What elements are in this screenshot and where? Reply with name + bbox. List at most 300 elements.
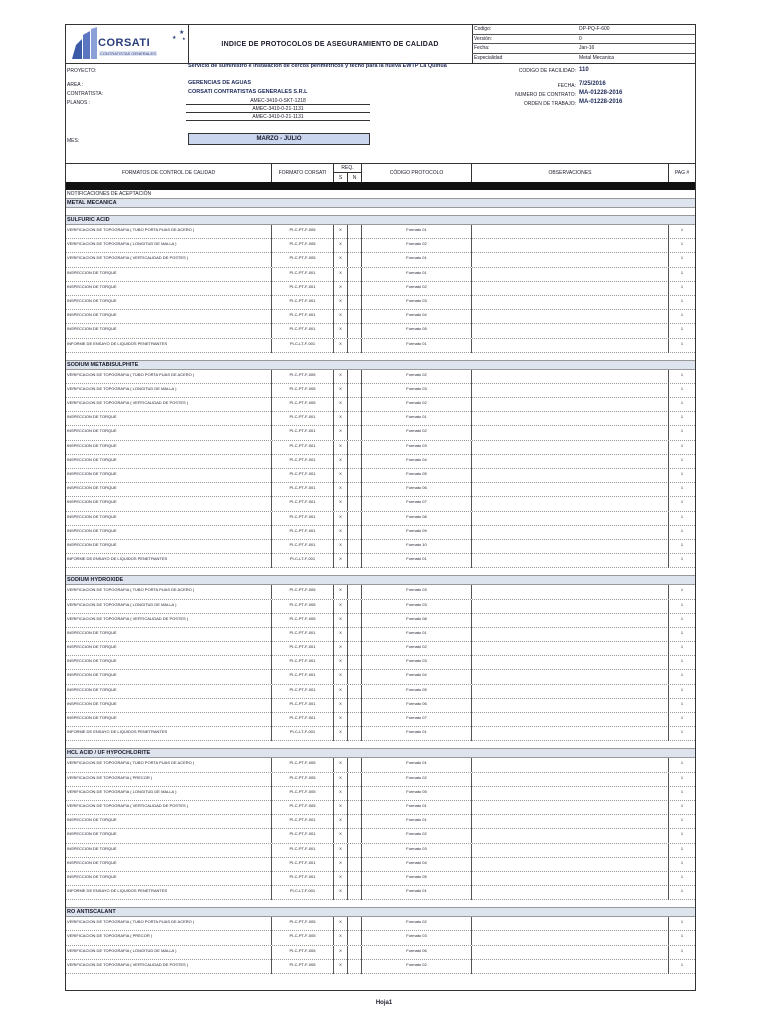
req-n-cell — [348, 815, 362, 829]
req-s-cell: X — [334, 239, 348, 253]
table-row — [66, 628, 695, 642]
req-n-cell — [348, 384, 362, 398]
formato-corsati-cell: PI-C-PT-F-005 — [272, 585, 334, 599]
formato-corsati-cell: PI-C-PT-F-001 — [272, 656, 334, 670]
table-row — [66, 296, 695, 310]
formato-cell: INSPECCION DE TORQUE — [66, 455, 272, 469]
formato-cell: VERIFICACION DE TOPOGRAFIA ( TUBO PORTA PUAS DE ACERO ) — [66, 585, 272, 599]
observaciones-cell — [472, 773, 669, 787]
pag-cell: 1 — [680, 859, 684, 865]
req-n-cell — [348, 282, 362, 296]
formato-corsati-cell: PI-C-PT-F-005 — [272, 773, 334, 787]
table-row — [66, 713, 695, 727]
formato-cell: VERIFICACION DE TOPOGRAFIA ( TUBO PORTA PUAS DE ACERO ) — [66, 225, 272, 239]
observaciones-cell — [472, 628, 669, 642]
req-n-cell — [348, 426, 362, 440]
codigo-cell: Formato 09 — [362, 526, 472, 540]
meta-key: Especialidad — [474, 55, 503, 62]
req-n-cell — [348, 758, 362, 772]
observaciones-cell — [472, 526, 669, 540]
codigo-cell: Formato 04 — [362, 858, 472, 872]
observaciones-cell — [472, 946, 669, 960]
formato-cell: INSPECCION DE TORQUE — [66, 282, 272, 296]
formato-cell: INSPECCION DE TORQUE — [66, 670, 272, 684]
req-n-cell — [348, 469, 362, 483]
col-observaciones: OBSERVACIONES — [472, 164, 669, 182]
observaciones-cell — [472, 585, 669, 599]
table-row — [66, 526, 695, 540]
formato-corsati-cell: PI-C-PT-F-001 — [272, 455, 334, 469]
codigo-cell: Formato 02 — [362, 642, 472, 656]
formato-corsati-cell: PI-C-PT-F-001 — [272, 310, 334, 324]
table-row — [66, 455, 695, 469]
req-n-cell — [348, 239, 362, 253]
codigo-cell: Formato 02 — [362, 773, 472, 787]
observaciones-cell — [472, 931, 669, 945]
pag-cell: 1 — [680, 873, 684, 879]
codigo-cell: Formato 05 — [362, 787, 472, 801]
pag-cell: 1 — [680, 541, 684, 547]
req-n-cell — [348, 917, 362, 931]
document-meta — [472, 25, 695, 63]
col-req: REQ. — [334, 164, 362, 173]
sheet-tab-label: Hoja1 — [375, 1000, 393, 1006]
req-n-cell — [348, 858, 362, 872]
mes-label: MES: — [67, 138, 80, 144]
document-sheet — [65, 24, 696, 991]
pag-cell: 1 — [680, 817, 684, 823]
table-row — [66, 773, 695, 787]
req-s-cell: X — [334, 642, 348, 656]
table-row — [66, 787, 695, 801]
codigo-cell: Formato 07 — [362, 713, 472, 727]
req-s-cell: X — [334, 600, 348, 614]
pag-cell: 1 — [680, 255, 684, 261]
meta-row — [472, 54, 695, 64]
table-row — [66, 844, 695, 858]
pag-cell: 1 — [680, 629, 684, 635]
observaciones-cell — [472, 455, 669, 469]
formato-corsati-cell: PI-C-PT-F-001 — [272, 713, 334, 727]
pag-cell: 1 — [680, 715, 684, 720]
observaciones-cell — [472, 844, 669, 858]
observaciones-cell — [472, 758, 669, 772]
formato-cell: INSPECCION DE TORQUE — [66, 426, 272, 440]
table-row — [66, 225, 695, 239]
observaciones-cell — [472, 441, 669, 455]
observaciones-cell — [472, 727, 669, 741]
req-s-cell: X — [334, 253, 348, 267]
req-s-cell: X — [334, 960, 348, 974]
pag-cell: 1 — [680, 241, 684, 247]
req-s-cell: X — [334, 483, 348, 497]
req-n-cell — [348, 787, 362, 801]
table-row — [66, 253, 695, 267]
formato-corsati-cell: PI-C-PT-F-005 — [272, 253, 334, 267]
req-n-cell — [348, 801, 362, 815]
meta-row — [472, 25, 695, 35]
req-n-cell — [348, 540, 362, 554]
formato-cell: VERIFICACION DE TOPOGRAFIA ( VERTICALIDAD DE POSTES ) — [66, 398, 272, 412]
formato-corsati-cell: PI-C-PT-F-001 — [272, 426, 334, 440]
formato-corsati-cell: PI-C-PT-F-005 — [272, 917, 334, 931]
observaciones-cell — [472, 858, 669, 872]
req-n-cell — [348, 370, 362, 384]
req-s-cell: X — [334, 268, 348, 282]
observaciones-cell — [472, 225, 669, 239]
codigo-cell: Formato 02 — [362, 282, 472, 296]
table-row — [66, 370, 695, 384]
req-s-cell: X — [334, 282, 348, 296]
req-n-cell — [348, 512, 362, 526]
col-n: N — [348, 173, 362, 182]
observaciones-cell — [472, 886, 669, 900]
observaciones-cell — [472, 483, 669, 497]
req-n-cell — [348, 773, 362, 787]
table-row — [66, 829, 695, 843]
observaciones-cell — [472, 426, 669, 440]
blank-row — [66, 208, 695, 216]
formato-corsati-cell: PI-C-PT-F-005 — [272, 946, 334, 960]
formato-cell: VERIFICACION DE TOPOGRAFIA ( TUBO PORTA PUAS DE ACERO ) — [66, 758, 272, 772]
pag-cell: 1 — [680, 615, 684, 621]
protocol-table — [66, 190, 695, 974]
observaciones-cell — [472, 960, 669, 974]
req-s-cell: X — [334, 512, 348, 526]
formato-corsati-cell: PI-C-PT-F-005 — [272, 960, 334, 974]
formato-cell: INSPECCION DE TORQUE — [66, 412, 272, 426]
req-s-cell: X — [334, 384, 348, 398]
codigo-cell: Formato 03 — [362, 441, 472, 455]
observaciones-cell — [472, 670, 669, 684]
table-row — [66, 469, 695, 483]
req-s-cell: X — [334, 370, 348, 384]
codigo-cell: Formato 10 — [362, 540, 472, 554]
req-n-cell — [348, 296, 362, 310]
formato-cell: INSPECCION DE TORQUE — [66, 844, 272, 858]
formato-corsati-cell: PI-C-PT-F-005 — [272, 931, 334, 945]
req-s-cell: X — [334, 858, 348, 872]
meta-value: Metal Mecanica — [579, 55, 615, 62]
formato-cell: INSPECCION DE TORQUE — [66, 469, 272, 483]
observaciones-cell — [472, 540, 669, 554]
codigo-cell: Formato 01 — [362, 815, 472, 829]
observaciones-cell — [472, 554, 669, 568]
formato-corsati-cell: PI-C-PT-F-005 — [272, 600, 334, 614]
req-s-cell: X — [334, 310, 348, 324]
formato-corsati-cell: PI-C-PT-F-001 — [272, 497, 334, 511]
codigo-cell: Formato 01 — [362, 253, 472, 267]
section-header: SODIUM METABISULPHITE — [66, 361, 695, 370]
req-n-cell — [348, 253, 362, 267]
pag-cell: 1 — [680, 371, 684, 377]
formato-corsati-cell: PI-C-PT-F-001 — [272, 412, 334, 426]
req-n-cell — [348, 829, 362, 843]
pag-cell: 1 — [680, 442, 684, 448]
formato-corsati-cell: PI-C-PT-F-001 — [272, 483, 334, 497]
formato-corsati-cell: PI-C-PT-F-001 — [272, 829, 334, 843]
pag-cell: 1 — [680, 527, 684, 533]
contrato-value: MA-01228-2016 — [579, 90, 623, 96]
req-n-cell — [348, 931, 362, 945]
codigo-cell: Formato 01 — [362, 268, 472, 282]
formato-cell: VERIFICACION DE TOPOGRAFIA ( VERTICALIDAD DE POSTES ) — [66, 614, 272, 628]
contrato-label: NUMERO DE CONTRATO: — [515, 92, 576, 98]
formato-cell: VERIFICACION DE TOPOGRAFIA ( TUBO PORTA PUAS DE ACERO ) — [66, 370, 272, 384]
table-row — [66, 699, 695, 713]
req-s-cell: X — [334, 829, 348, 843]
pag-cell: 1 — [680, 919, 684, 925]
formato-cell: INFORME DE ENSAYO DE LIQUIDOS PENETRANTES — [66, 727, 272, 741]
table-row — [66, 239, 695, 253]
codigo-cell: Formato 01 — [362, 412, 472, 426]
req-s-cell: X — [334, 614, 348, 628]
col-codigo: CÓDIGO PROTOCOLO — [362, 164, 472, 182]
formato-cell: VERIFICACION DE TOPOGRAFIA ( VERTICALIDAD DE POSTES ) — [66, 253, 272, 267]
pag-cell: 1 — [680, 845, 684, 851]
pag-cell: 1 — [680, 471, 684, 476]
observaciones-cell — [472, 801, 669, 815]
formato-corsati-cell: PI-C-PT-F-001 — [272, 526, 334, 540]
observaciones-cell — [472, 512, 669, 526]
formato-cell: INSPECCION DE TORQUE — [66, 296, 272, 310]
plano-item: AMEC-3410-0-SKT-1218 — [186, 98, 370, 105]
codigo-cell: Formato 03 — [362, 931, 472, 945]
formato-corsati-cell: PI-C-PT-F-001 — [272, 642, 334, 656]
formato-cell: INSPECCION DE TORQUE — [66, 497, 272, 511]
codigo-cell: Formato 05 — [362, 469, 472, 483]
observaciones-cell — [472, 872, 669, 886]
blank-row — [66, 568, 695, 576]
table-row — [66, 441, 695, 455]
req-s-cell: X — [334, 773, 348, 787]
table-row — [66, 670, 695, 684]
formato-cell: INSPECCION DE TORQUE — [66, 483, 272, 497]
pag-cell: 1 — [680, 760, 684, 766]
formato-corsati-cell: PI-C-PT-F-001 — [272, 872, 334, 886]
formato-cell: INSPECCION DE TORQUE — [66, 310, 272, 324]
codigo-cell: Formato 03 — [362, 844, 472, 858]
fecha-value: 7/25/2016 — [579, 81, 606, 87]
orden-label: ORDEN DE TRABAJO: — [523, 101, 576, 107]
req-s-cell: X — [334, 628, 348, 642]
formato-cell: VERIFICACION DE TOPOGRAFIA ( LONGITUD DE MALLA ) — [66, 239, 272, 253]
formato-corsati-cell: PI-C-PT-F-001 — [272, 815, 334, 829]
formato-cell: VERIFICACION DE TOPOGRAFIA ( VERTICALIDAD DE POSTES ) — [66, 801, 272, 815]
pag-cell: 1 — [680, 283, 684, 289]
notificaciones-row: NOTIFICACIONES DE ACEPTACIÓN — [66, 190, 695, 199]
req-n-cell — [348, 526, 362, 540]
observaciones-cell — [472, 370, 669, 384]
req-s-cell: X — [334, 554, 348, 568]
req-n-cell — [348, 225, 362, 239]
req-s-cell: X — [334, 670, 348, 684]
codigo-cell: Formato 01 — [362, 339, 472, 353]
req-n-cell — [348, 727, 362, 741]
formato-cell: VERIFICACION DE TOPOGRAFIA ( LONGITUD DE MALLA ) — [66, 787, 272, 801]
req-s-cell: X — [334, 398, 348, 412]
formato-cell: INSPECCION DE TORQUE — [66, 526, 272, 540]
pag-cell: 1 — [680, 686, 684, 692]
formato-corsati-cell: PI-C-PT-F-001 — [272, 628, 334, 642]
codigo-cell: Formato 03 — [362, 600, 472, 614]
formato-cell: INFORME DE ENSAYO DE LIQUIDOS PENETRANTES — [66, 339, 272, 353]
formato-corsati-cell: PI-C-PT-F-005 — [272, 398, 334, 412]
req-s-cell: X — [334, 946, 348, 960]
codigo-cell: Formato 01 — [362, 727, 472, 741]
formato-cell: INSPECCION DE TORQUE — [66, 685, 272, 699]
proyecto-label: PROYECTO: — [67, 68, 97, 74]
req-s-cell: X — [334, 886, 348, 900]
pag-cell: 1 — [680, 933, 684, 939]
meta-value: Jan-16 — [579, 45, 595, 52]
pag-cell: 1 — [680, 312, 684, 318]
meta-key: Codigo: — [474, 26, 492, 33]
observaciones-cell — [472, 642, 669, 656]
table-row — [66, 310, 695, 324]
formato-cell: INSPECCION DE TORQUE — [66, 713, 272, 727]
formato-corsati-cell: PI-C-PT-F-005 — [272, 787, 334, 801]
req-s-cell: X — [334, 441, 348, 455]
blank-row — [66, 741, 695, 749]
req-n-cell — [348, 685, 362, 699]
pag-cell: 1 — [680, 729, 684, 735]
codigo-cell: Formato 03 — [362, 585, 472, 599]
col-formatos: FORMATOS DE CONTROL DE CALIDAD — [66, 164, 272, 182]
req-s-cell: X — [334, 656, 348, 670]
meta-key: Fecha: — [474, 45, 490, 52]
req-n-cell — [348, 713, 362, 727]
req-s-cell: X — [334, 713, 348, 727]
observaciones-cell — [472, 815, 669, 829]
req-s-cell: X — [334, 497, 348, 511]
formato-corsati-cell: PI-C-PT-F-001 — [272, 282, 334, 296]
req-n-cell — [348, 886, 362, 900]
table-row — [66, 282, 695, 296]
req-n-cell — [348, 497, 362, 511]
formato-corsati-cell: PI-C-PT-F-005 — [272, 758, 334, 772]
formato-cell: VERIFICACION DE TOPOGRAFIA ( LONGITUD DE MALLA ) — [66, 946, 272, 960]
observaciones-cell — [472, 384, 669, 398]
formato-corsati-cell: PI-C-PT-F-001 — [272, 324, 334, 338]
req-n-cell — [348, 441, 362, 455]
table-row — [66, 815, 695, 829]
table-row — [66, 642, 695, 656]
req-s-cell: X — [334, 931, 348, 945]
pag-cell: 1 — [680, 774, 684, 780]
table-row — [66, 872, 695, 886]
table-row — [66, 858, 695, 872]
formato-cell: VERIFICACION DE TOPOGRAFIA ( PRECOR ) — [66, 931, 272, 945]
codigo-cell: Formato 08 — [362, 614, 472, 628]
formato-corsati-cell: PI-C-PT-F-005 — [272, 614, 334, 628]
pag-cell: 1 — [680, 269, 684, 275]
formato-corsati-cell: PI-C-PT-F-001 — [272, 268, 334, 282]
req-n-cell — [348, 670, 362, 684]
col-s: S — [334, 173, 348, 182]
pag-cell: 1 — [680, 485, 684, 491]
formato-cell: INFORME DE ENSAYO DE LIQUIDOS PENETRANTES — [66, 554, 272, 568]
document-header — [66, 25, 695, 64]
req-n-cell — [348, 628, 362, 642]
formato-cell: INFORME DE ENSAYO DE LIQUIDOS PENETRANTES — [66, 886, 272, 900]
observaciones-cell — [472, 614, 669, 628]
pag-cell: 1 — [680, 961, 684, 967]
observaciones-cell — [472, 600, 669, 614]
req-s-cell: X — [334, 469, 348, 483]
req-n-cell — [348, 268, 362, 282]
codigo-cell: Formato 02 — [362, 960, 472, 974]
observaciones-cell — [472, 656, 669, 670]
formato-cell: INSPECCION DE TORQUE — [66, 628, 272, 642]
table-row — [66, 426, 695, 440]
req-s-cell: X — [334, 540, 348, 554]
req-n-cell — [348, 554, 362, 568]
table-row — [66, 931, 695, 945]
req-n-cell — [348, 600, 362, 614]
observaciones-cell — [472, 296, 669, 310]
plano-item: AMEC-3410-0-21-1131 — [186, 114, 370, 121]
req-n-cell — [348, 310, 362, 324]
codigo-cell: Formato 08 — [362, 512, 472, 526]
pag-cell: 1 — [680, 385, 684, 391]
req-s-cell: X — [334, 758, 348, 772]
codigo-cell: Formato 05 — [362, 324, 472, 338]
table-row — [66, 324, 695, 338]
req-s-cell: X — [334, 426, 348, 440]
req-s-cell: X — [334, 339, 348, 353]
req-n-cell — [348, 455, 362, 469]
table-row — [66, 917, 695, 931]
req-s-cell: X — [334, 801, 348, 815]
pag-cell: 1 — [680, 644, 684, 650]
formato-cell: VERIFICACION DE TOPOGRAFIA ( LONGITUD DE MALLA ) — [66, 600, 272, 614]
pag-cell: 1 — [680, 556, 684, 562]
formato-cell: INSPECCION DE TORQUE — [66, 540, 272, 554]
codigo-cell: Formato 02 — [362, 370, 472, 384]
codigo-cell: Formato 02 — [362, 829, 472, 843]
mes-value: MARZO - JULIO — [188, 133, 370, 145]
codigo-cell: Formato 04 — [362, 670, 472, 684]
formato-cell: INSPECCION DE TORQUE — [66, 512, 272, 526]
codigo-cell: Formato 01 — [362, 554, 472, 568]
req-n-cell — [348, 844, 362, 858]
pag-cell: 1 — [680, 587, 684, 593]
codigo-cell: Formato 03 — [362, 296, 472, 310]
formato-corsati-cell: PI-C-PT-F-001 — [272, 685, 334, 699]
formato-corsati-cell: PI-C-PT-F-001 — [272, 858, 334, 872]
formato-corsati-cell: PI-C-LT-F-001 — [272, 727, 334, 741]
formato-corsati-cell: PI-C-LT-F-001 — [272, 554, 334, 568]
pag-cell: 1 — [680, 658, 684, 664]
req-s-cell: X — [334, 296, 348, 310]
formato-cell: INSPECCION DE TORQUE — [66, 829, 272, 843]
req-s-cell: X — [334, 412, 348, 426]
pag-cell: 1 — [680, 513, 684, 519]
table-row — [66, 946, 695, 960]
orden-value: MA-01228-2016 — [579, 99, 623, 105]
observaciones-cell — [472, 412, 669, 426]
svg-text:★: ★ — [172, 35, 177, 41]
codigo-cell: Formato 01 — [362, 758, 472, 772]
observaciones-cell — [472, 310, 669, 324]
pag-cell: 1 — [680, 428, 684, 434]
req-s-cell: X — [334, 225, 348, 239]
pag-cell: 1 — [680, 297, 684, 303]
section-header: HCL ACID / UF HYPOCHLORITE — [66, 749, 695, 758]
table-row — [66, 614, 695, 628]
observaciones-cell — [472, 787, 669, 801]
